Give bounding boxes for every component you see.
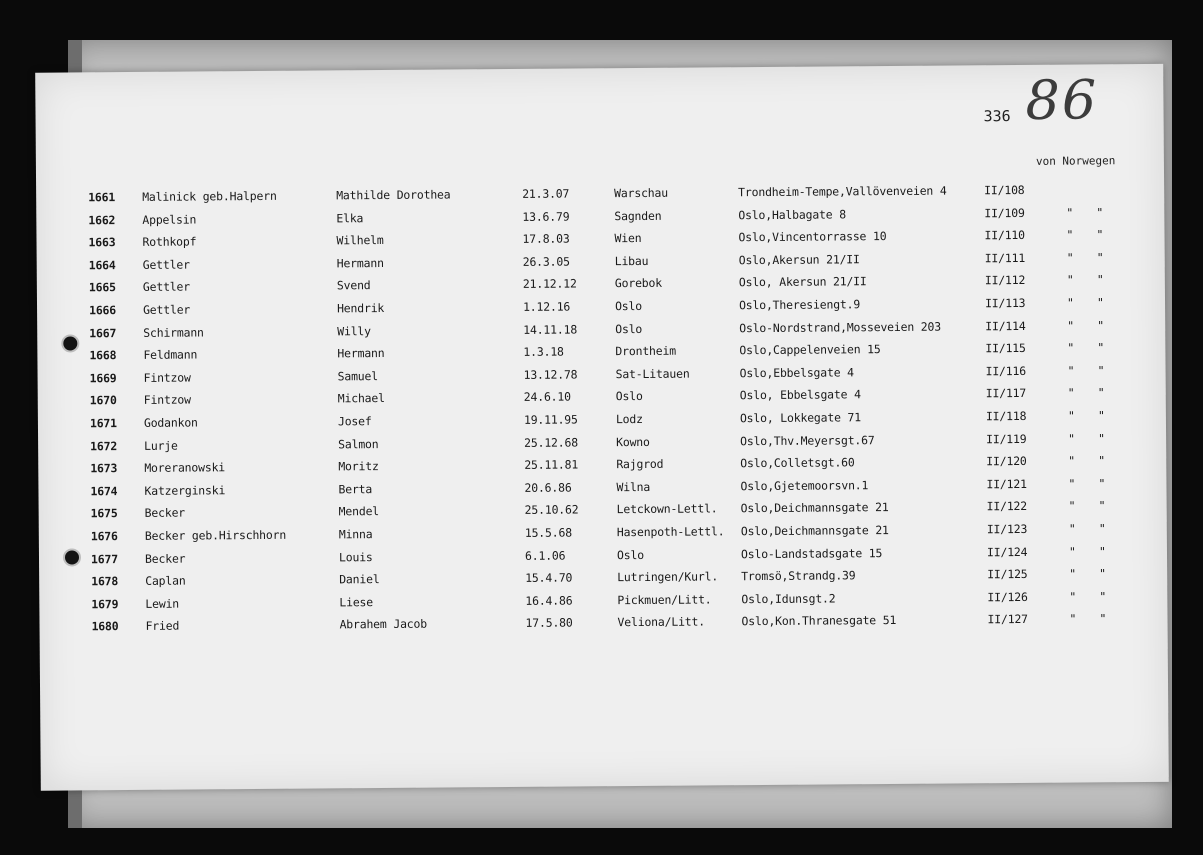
- cell-place: Wilna: [616, 479, 651, 494]
- cell-address: Oslo,Deichmannsgate 21: [740, 500, 889, 516]
- cell-d1: ": [1068, 521, 1076, 536]
- punch-hole-icon: [61, 334, 79, 352]
- cell-place: Oslo: [615, 389, 643, 404]
- cell-address: Oslo,Akersun 21/II: [738, 252, 860, 268]
- cell-ref: II/126: [987, 589, 1028, 605]
- cell-d2: ": [1097, 408, 1105, 423]
- cell-surname: Lurje: [144, 438, 178, 453]
- cell-ref: II/109: [984, 205, 1025, 220]
- cell-date: 21.12.12: [522, 276, 577, 292]
- cell-given: Hendrik: [336, 300, 385, 316]
- cell-place: Oslo: [616, 547, 644, 562]
- cell-num: 1662: [88, 212, 116, 227]
- cell-d1: ": [1066, 205, 1074, 220]
- cell-date: 26.3.05: [522, 254, 570, 269]
- cell-num: 1678: [91, 574, 119, 589]
- cell-surname: Lewin: [145, 596, 180, 611]
- cell-address: Oslo,Deichmannsgate 21: [740, 523, 889, 539]
- cell-date: 25.12.68: [524, 435, 578, 450]
- cell-address: Oslo,Cappelenveien 15: [739, 342, 881, 358]
- cell-ref: II/127: [987, 612, 1028, 627]
- cell-given: Salmon: [338, 436, 379, 451]
- cell-surname: Gettler: [142, 279, 191, 295]
- cell-num: 1671: [89, 416, 117, 431]
- cell-d1: ": [1068, 498, 1076, 514]
- cell-d1: ": [1068, 431, 1075, 446]
- cell-address: Oslo-Landstadsgate 15: [740, 545, 883, 561]
- cell-given: Wilhelm: [336, 233, 384, 248]
- cell-surname: Becker geb.Hirschhorn: [144, 527, 287, 543]
- cell-place: Wien: [614, 231, 642, 246]
- cell-num: 1675: [90, 506, 118, 521]
- cell-d1: ": [1069, 589, 1077, 604]
- cell-address: Oslo, Lokkegate 71: [739, 410, 862, 426]
- cell-place: Oslo: [615, 321, 643, 336]
- cell-num: 1670: [89, 393, 117, 408]
- cell-ref: II/110: [984, 228, 1025, 243]
- cell-given: Hermann: [337, 346, 385, 361]
- cell-d2: ": [1098, 498, 1106, 513]
- cell-date: 14.11.18: [523, 322, 578, 337]
- cell-address: Tromsö,Strandg.39: [741, 568, 856, 584]
- cell-place: Warschau: [614, 185, 669, 201]
- cell-date: 13.6.79: [522, 209, 570, 224]
- cell-place: Oslo: [614, 298, 643, 314]
- cell-surname: Katzerginski: [144, 483, 226, 498]
- cell-num: 1676: [90, 529, 118, 544]
- cell-num: 1665: [88, 280, 116, 295]
- cell-d2: ": [1096, 227, 1104, 242]
- cell-surname: Godankon: [143, 415, 198, 430]
- cell-given: Mathilde Dorothea: [336, 187, 451, 203]
- cell-given: Josef: [337, 414, 372, 429]
- page-number: 336: [983, 107, 1011, 126]
- cell-place: Hasenpoth-Lettl.: [616, 524, 725, 540]
- cell-date: 1.12.16: [522, 299, 571, 314]
- cell-address: Oslo, Akersun 21/II: [738, 274, 867, 290]
- cell-surname: Gettler: [142, 257, 190, 272]
- cell-surname: Appelsin: [142, 212, 197, 227]
- cell-place: Rajgrod: [616, 456, 664, 472]
- cell-address: Trondheim-Tempe,Vallövenveien 4: [738, 183, 947, 200]
- cell-ref: II/119: [986, 431, 1027, 446]
- handwritten-number: 86: [1025, 68, 1099, 132]
- cell-ref: II/114: [985, 318, 1026, 333]
- cell-given: Willy: [337, 323, 371, 338]
- cell-date: 21.3.07: [522, 186, 570, 201]
- cell-d2: ": [1099, 611, 1107, 626]
- cell-given: Minna: [338, 527, 373, 542]
- cell-num: 1680: [91, 619, 119, 634]
- cell-date: 20.6.86: [524, 480, 572, 495]
- cell-ref: II/122: [986, 499, 1028, 514]
- cell-d1: ": [1068, 544, 1076, 559]
- cell-date: 17.8.03: [522, 231, 570, 247]
- cell-d2: ": [1098, 430, 1105, 445]
- cell-surname: Fintzow: [143, 392, 191, 408]
- cell-num: 1674: [90, 483, 118, 499]
- cell-num: 1663: [88, 235, 116, 250]
- cell-address: Oslo,Kon.Thranesgate 51: [741, 613, 897, 629]
- cell-date: 25.11.81: [524, 457, 579, 473]
- cell-address: Oslo,Halbagate 8: [738, 206, 846, 222]
- cell-num: 1668: [89, 348, 117, 363]
- cell-place: Libau: [614, 253, 649, 268]
- cell-date: 19.11.95: [523, 412, 578, 427]
- cell-num: 1666: [89, 303, 117, 318]
- cell-d2: ": [1096, 250, 1104, 265]
- cell-given: Michael: [337, 391, 385, 406]
- cell-address: Oslo,Vincentorrasse 10: [738, 229, 887, 245]
- cell-date: 6.1.06: [524, 548, 566, 563]
- cell-num: 1664: [88, 257, 116, 273]
- cell-ref: II/115: [985, 341, 1026, 356]
- cell-num: 1679: [91, 596, 119, 612]
- cell-ref: II/112: [984, 273, 1026, 288]
- cell-num: 1667: [89, 325, 117, 340]
- cell-d1: ": [1067, 318, 1074, 333]
- cell-surname: Becker: [144, 505, 186, 521]
- cell-given: Svend: [336, 278, 371, 293]
- cell-date: 24.6.10: [523, 389, 571, 405]
- cell-d1: ": [1069, 611, 1077, 627]
- cell-place: Kowno: [616, 434, 650, 449]
- cell-place: Sat-Litauen: [615, 366, 690, 381]
- cell-surname: Fried: [145, 619, 180, 634]
- cell-num: 1672: [90, 438, 118, 453]
- cell-surname: Moreranowski: [144, 460, 226, 476]
- cell-d1: ": [1066, 227, 1074, 242]
- cell-surname: Gettler: [143, 302, 191, 317]
- cell-date: 15.4.70: [525, 570, 573, 586]
- cell-surname: Schirmann: [143, 325, 204, 340]
- cell-address: Oslo,Theresiengt.9: [738, 297, 861, 313]
- cell-place: Lutringen/Kurl.: [617, 569, 719, 585]
- cell-surname: Rothkopf: [142, 234, 197, 250]
- cell-given: Mendel: [338, 504, 380, 519]
- cell-ref: II/118: [985, 408, 1027, 424]
- cell-place: Drontheim: [615, 343, 676, 359]
- cell-d2: ": [1097, 317, 1104, 332]
- cell-place: Sagnden: [614, 208, 662, 223]
- cell-address: Oslo,Colletsgt.60: [740, 455, 855, 471]
- cell-date: 15.5.68: [524, 525, 572, 540]
- cell-surname: Feldmann: [143, 347, 198, 363]
- cell-ref: II/120: [986, 454, 1027, 469]
- cell-d2: ": [1098, 521, 1106, 536]
- cell-d2: ": [1098, 543, 1106, 558]
- header-note: von Norwegen: [1035, 154, 1116, 168]
- cell-given: Liese: [339, 594, 374, 610]
- cell-num: 1673: [90, 461, 118, 476]
- cell-address: Oslo,Thv.Meyersgt.67: [740, 432, 875, 448]
- cell-d1: ": [1066, 272, 1074, 288]
- cell-given: Abrahem Jacob: [339, 617, 428, 632]
- cell-d2: ": [1096, 295, 1104, 310]
- cell-d2: ": [1099, 589, 1107, 604]
- cell-ref: II/124: [986, 544, 1028, 559]
- cell-d1: ": [1068, 453, 1076, 468]
- cell-date: 17.5.80: [525, 615, 573, 631]
- cell-d2: ": [1096, 272, 1104, 287]
- cell-d2: ": [1096, 204, 1104, 219]
- cell-d1: ": [1066, 250, 1074, 265]
- cell-place: Gorebok: [614, 276, 662, 291]
- cell-surname: Becker: [144, 551, 186, 566]
- cell-num: 1669: [89, 370, 117, 386]
- cell-ref: II/113: [984, 295, 1026, 311]
- cell-d1: ": [1067, 408, 1075, 423]
- cell-given: Berta: [338, 481, 373, 497]
- cell-date: 16.4.86: [525, 593, 573, 608]
- cell-date: 25.10.62: [524, 502, 579, 518]
- cell-given: Samuel: [337, 368, 378, 384]
- cell-date: 13.12.78: [523, 367, 578, 382]
- cell-num: 1661: [88, 190, 116, 205]
- cell-ref: II/117: [985, 386, 1027, 401]
- cell-place: Letckown-Lettl.: [616, 501, 718, 517]
- cell-ref: II/123: [986, 521, 1028, 537]
- cell-address: Oslo,Idunsgt.2: [741, 591, 836, 606]
- cell-d1: ": [1068, 476, 1076, 491]
- cell-address: Oslo,Gjetemoorsvn.1: [740, 477, 869, 493]
- cell-d2: ": [1097, 363, 1105, 378]
- cell-d2: ": [1098, 476, 1106, 491]
- cell-d2: ": [1098, 453, 1106, 468]
- cell-given: Moritz: [338, 459, 379, 474]
- cell-given: Louis: [338, 549, 373, 564]
- cell-d1: ": [1067, 385, 1075, 401]
- cell-given: Daniel: [339, 572, 380, 587]
- cell-surname: Caplan: [145, 573, 186, 589]
- cell-address: Oslo-Nordstrand,Mosseveien 203: [739, 319, 941, 335]
- cell-place: Veliona/Litt.: [617, 614, 706, 630]
- cell-address: Oslo, Ebbelsgate 4: [739, 387, 861, 403]
- cell-surname: Fintzow: [143, 370, 191, 385]
- cell-date: 1.3.18: [523, 344, 564, 360]
- cell-ref: II/125: [987, 567, 1028, 582]
- cell-d2: ": [1097, 340, 1105, 355]
- cell-surname: Malinick geb.Halpern: [142, 188, 277, 204]
- cell-d1: ": [1066, 295, 1074, 310]
- cell-place: Lodz: [615, 411, 643, 427]
- cell-d1: ": [1067, 340, 1075, 355]
- cell-place: Pickmuen/Litt.: [617, 592, 712, 607]
- cell-ref: II/116: [985, 363, 1026, 379]
- cell-given: Hermann: [336, 255, 384, 271]
- document-page: [35, 64, 1169, 791]
- cell-d2: ": [1099, 566, 1106, 581]
- cell-ref: II/111: [984, 250, 1026, 266]
- cell-num: 1677: [90, 551, 118, 566]
- punch-hole-icon: [63, 548, 81, 566]
- cell-address: Oslo,Ebbelsgate 4: [739, 365, 854, 380]
- cell-d2: ": [1097, 385, 1105, 400]
- cell-d1: ": [1067, 363, 1075, 378]
- cell-ref: II/108: [984, 182, 1025, 198]
- cell-d1: ": [1069, 566, 1076, 581]
- cell-given: Elka: [336, 210, 364, 225]
- cell-ref: II/121: [986, 476, 1027, 492]
